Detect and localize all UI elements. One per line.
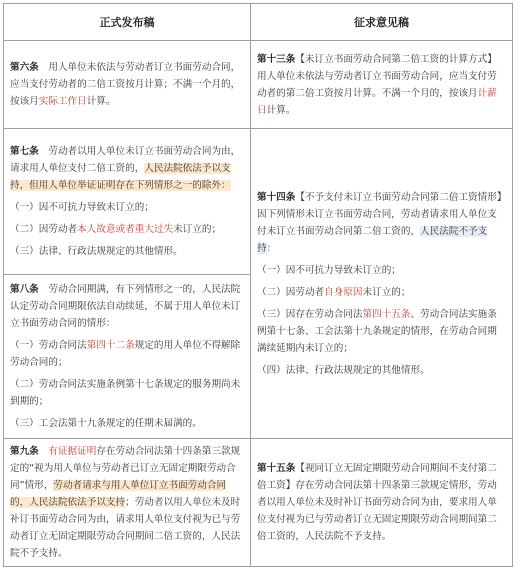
official-article-9 bbox=[4, 439, 251, 567]
article-number: 第十五条 bbox=[257, 463, 296, 474]
text-run: （二）因劳动者 bbox=[10, 224, 78, 235]
clause-paragraph bbox=[257, 362, 506, 379]
text-run: 【视同订立无固定期限劳动合同期间不支付第二倍工资】存在劳动合同法第十四条第三款规定情形，劳动者以用人单位未及时补订书面劳动合同为由，要求用人单位支付视为已与劳动者订立无固定期限劳动合同期间第二倍工资的，人民法院不予支持。 bbox=[257, 463, 497, 542]
clause-paragraph bbox=[257, 189, 506, 257]
text-run: 【未订立书面劳动合同第二倍工资的计算方式】用人单位未依法与劳动者订立书面劳动合同，应当支付劳动者的第二倍工资按月计算。不满一个月的，按该月 bbox=[257, 53, 497, 99]
clause-paragraph bbox=[10, 443, 244, 562]
text-run: （三）法律、行政法规规定的其他情形。 bbox=[10, 246, 183, 257]
article-number: 第九条 bbox=[10, 446, 39, 457]
draft-article-13 bbox=[251, 41, 513, 129]
article-number: 第六条 bbox=[10, 62, 39, 73]
draft-article-15 bbox=[251, 439, 513, 567]
header-draft-for-comment: 征求意见稿 bbox=[251, 4, 513, 41]
text-run: （一）劳动合同法 bbox=[10, 340, 87, 351]
text-run: （三）工会法第十九条规定的任期未届满的。 bbox=[10, 418, 202, 429]
article-number: 第十四条 bbox=[257, 191, 296, 203]
article-number: 第八条 bbox=[10, 284, 39, 295]
table-row bbox=[4, 41, 513, 129]
clause-paragraph bbox=[10, 281, 244, 332]
text-run: 第四十二条 bbox=[86, 340, 135, 351]
clause-paragraph bbox=[10, 337, 244, 371]
text-run: 未订立的； bbox=[173, 224, 222, 235]
clause-paragraph bbox=[10, 199, 244, 216]
official-article-7 bbox=[4, 129, 251, 275]
article-number: 第七条 bbox=[10, 146, 39, 157]
table-row bbox=[4, 129, 513, 275]
clause-paragraph bbox=[257, 51, 506, 119]
table-row bbox=[4, 439, 513, 567]
header-official-release: 正式发布稿 bbox=[4, 4, 251, 41]
header-row bbox=[4, 4, 513, 41]
text-run: 第四十五条 bbox=[362, 308, 411, 320]
text-run: （二）因劳动者 bbox=[257, 286, 325, 298]
text-run: （一）因不可抗力导致未订立的； bbox=[10, 202, 154, 213]
text-run: 实际工作日 bbox=[38, 96, 87, 107]
text-run: （二）劳动合同法实施条例第十七条规定的服务期尚未到期的； bbox=[10, 379, 241, 407]
text-run: 计算。 bbox=[86, 96, 116, 107]
text-run: 劳动合同期满，有下列情形之一的，人民法院认定劳动合同期限依法自动续延，不属于用人单位未订立书面劳动合同的情形： bbox=[10, 284, 241, 329]
text-run: 未订立的； bbox=[362, 286, 411, 298]
text-run: 劳动者请求与用人单位订立书面劳动合同的，人民法院依法予以支持 bbox=[10, 480, 227, 508]
clause-paragraph bbox=[10, 376, 244, 410]
text-run: 人民法院依法予以支持，但用人单位举证证明存在下列情形之一的除外： bbox=[10, 163, 231, 191]
clause-paragraph bbox=[10, 59, 244, 110]
clause-paragraph bbox=[10, 143, 244, 194]
text-run: （四）法律、行政法规规定的其他情形。 bbox=[257, 364, 430, 376]
text-run: 计薪日 bbox=[257, 87, 497, 116]
text-run: 人民法院不予支持 bbox=[257, 225, 488, 254]
text-run: 有证据证明 bbox=[48, 446, 97, 457]
comparison-table bbox=[3, 3, 513, 567]
clause-paragraph bbox=[10, 221, 244, 238]
text-run: 存在劳动合同法第十四条第三款规定的“视为用人单位与劳动者已订立无固定期限劳动合同”情形， bbox=[10, 446, 241, 491]
text-run: （三）因存在劳动合同法 bbox=[257, 308, 363, 320]
text-run: ： bbox=[266, 242, 277, 254]
draft-article-14 bbox=[251, 129, 513, 439]
clause-paragraph bbox=[257, 262, 506, 279]
text-run: （一）因不可抗力导致未订立的； bbox=[257, 264, 401, 276]
text-run: 用人单位未依法与劳动者订立书面劳动合同，应当支付劳动者的二倍工资按月计算；不满一个月的，按该月 bbox=[10, 62, 241, 107]
text-run: 本人故意或者重大过失 bbox=[77, 224, 174, 235]
text-run: 计算。 bbox=[266, 104, 296, 116]
clause-paragraph bbox=[257, 306, 506, 357]
text-run: 劳动者以用人单位未订立书面劳动合同为由，请求用人单位支付二倍工资的， bbox=[10, 146, 241, 174]
text-run: 规定的用人单位不得解除劳动合同的； bbox=[10, 340, 241, 368]
clause-paragraph bbox=[10, 243, 244, 260]
text-run: 【不予支付未订立书面劳动合同第二倍工资情形】因下列情形未订立书面劳动合同，劳动者请求用人单位支付未订立书面劳动合同第二倍工资的， bbox=[257, 191, 502, 237]
clause-paragraph bbox=[10, 415, 244, 432]
text-run: 自身原因 bbox=[324, 286, 363, 298]
official-article-6 bbox=[4, 41, 251, 129]
article-number: 第十三条 bbox=[257, 53, 296, 65]
clause-paragraph bbox=[257, 460, 506, 545]
clause-paragraph bbox=[257, 284, 506, 301]
text-run bbox=[39, 446, 49, 457]
text-run: ；劳动者以用人单位未及时补订书面劳动合同为由，请求用人单位支付视为已与劳动者订立无固定期限劳动合同期间二倍工资的，人民法院不予支持。 bbox=[10, 497, 241, 559]
official-article-8 bbox=[4, 275, 251, 439]
text-run: 、劳动合同法实施条例第十七条、工会法第十九条规定的情形，在劳动合同期满续延期内未订立的； bbox=[257, 308, 497, 354]
